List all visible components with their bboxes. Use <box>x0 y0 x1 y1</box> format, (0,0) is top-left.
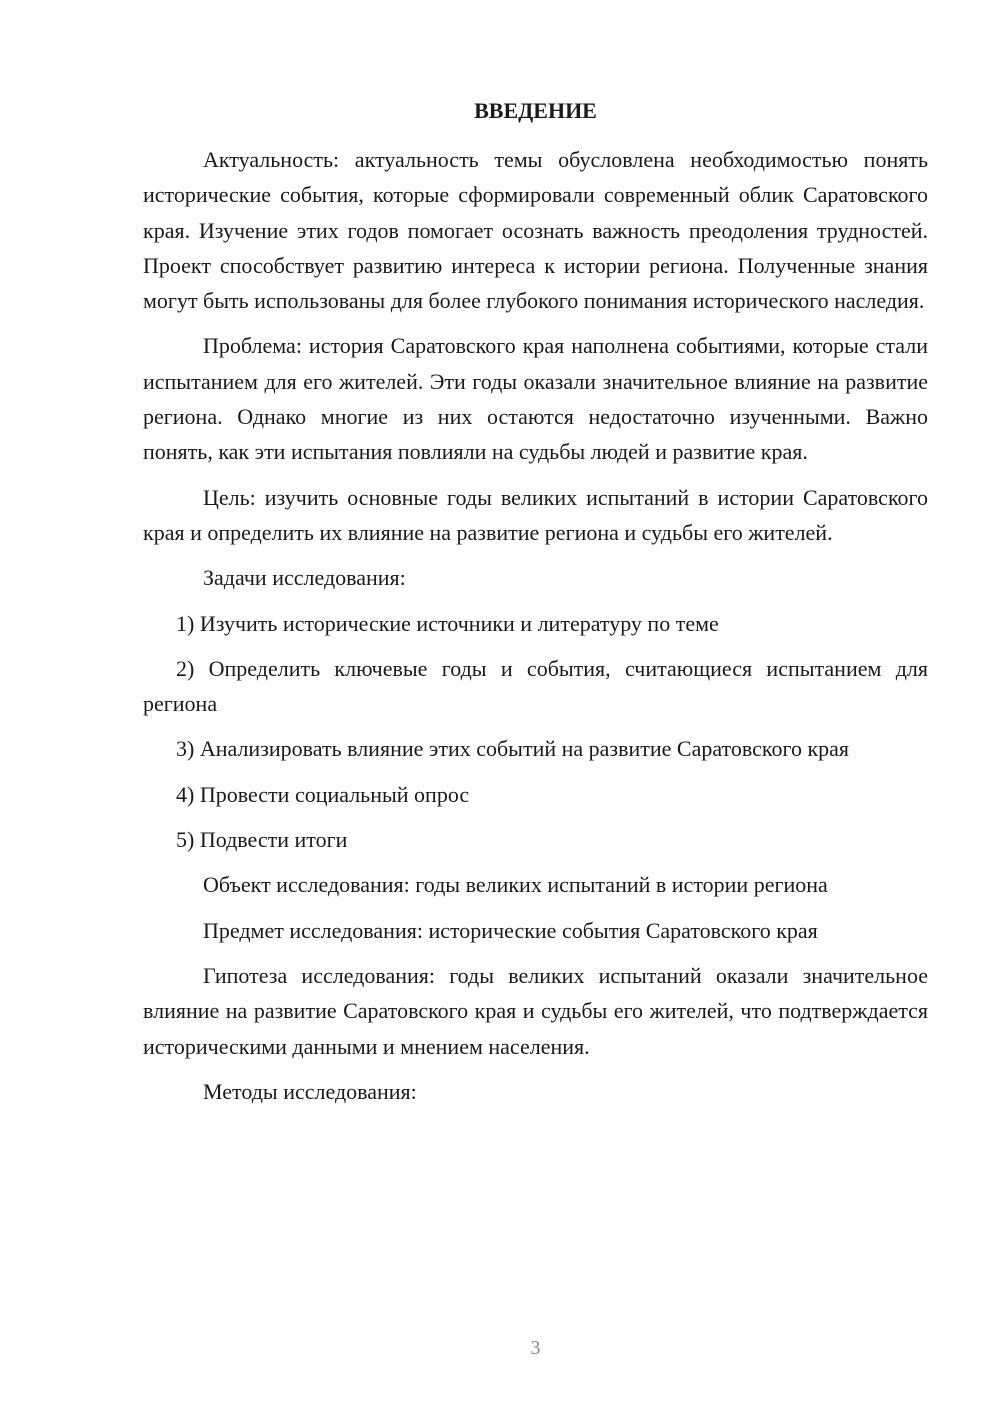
paragraph-methods: Методы исследования: <box>203 1078 417 1104</box>
task-item-1: 1) Изучить исторические источники и литературу по теме <box>176 610 719 636</box>
page-title: ВВЕДЕНИЕ <box>474 98 597 123</box>
task-item-5: 5) Подвести итоги <box>176 827 348 853</box>
paragraph-object: Объект исследования: годы великих испытаний в истории региона <box>203 872 828 898</box>
paragraph-tasks-heading: Задачи исследования: <box>203 565 406 591</box>
task-item-4: 4) Провести социальный опрос <box>176 781 470 807</box>
paragraph-problem: Проблема: история Саратовского края наполнена событиями, которые стали испытанием для его жителей. Эти годы оказали значительное влияние на развитие региона. Однако многие из них остаются недостаточно изученными. Важно понять, как эти испытания повлияли на судьбы людей и развитие края. <box>143 333 928 465</box>
task-item-2: 2) Определить ключевые годы и события, считающиеся испытанием для региона <box>143 655 928 717</box>
paragraph-subject: Предмет исследования: исторические события Саратовского края <box>203 917 818 943</box>
document-page <box>143 0 928 1414</box>
paragraph-goal: Цель: изучить основные годы великих испытаний в истории Саратовского края и определить их влияние на развитие региона и судьбы его жителей. <box>143 484 928 545</box>
document-body <box>143 142 928 1119</box>
paragraph-hypothesis: Гипотеза исследования: годы великих испытаний оказали значительное влияние на развитие Саратовского края и судьбы его жителей, что подтверждается историческими данными и мнением населения. <box>143 962 928 1059</box>
page-number: 3 <box>530 1337 541 1359</box>
task-item-3: 3) Анализировать влияние этих событий на развитие Саратовского края <box>176 736 850 762</box>
paragraph-relevance: Актуальность: актуальность темы обусловлена необходимостью понять исторические события, которые сформировали современный облик Саратовского края. Изучение этих годов помогает осознать важность преодоления трудностей. Проект способствует развитию интереса к истории региона. Полученные знания могут быть использованы для более глубокого понимания исторического наследия. <box>143 147 928 314</box>
